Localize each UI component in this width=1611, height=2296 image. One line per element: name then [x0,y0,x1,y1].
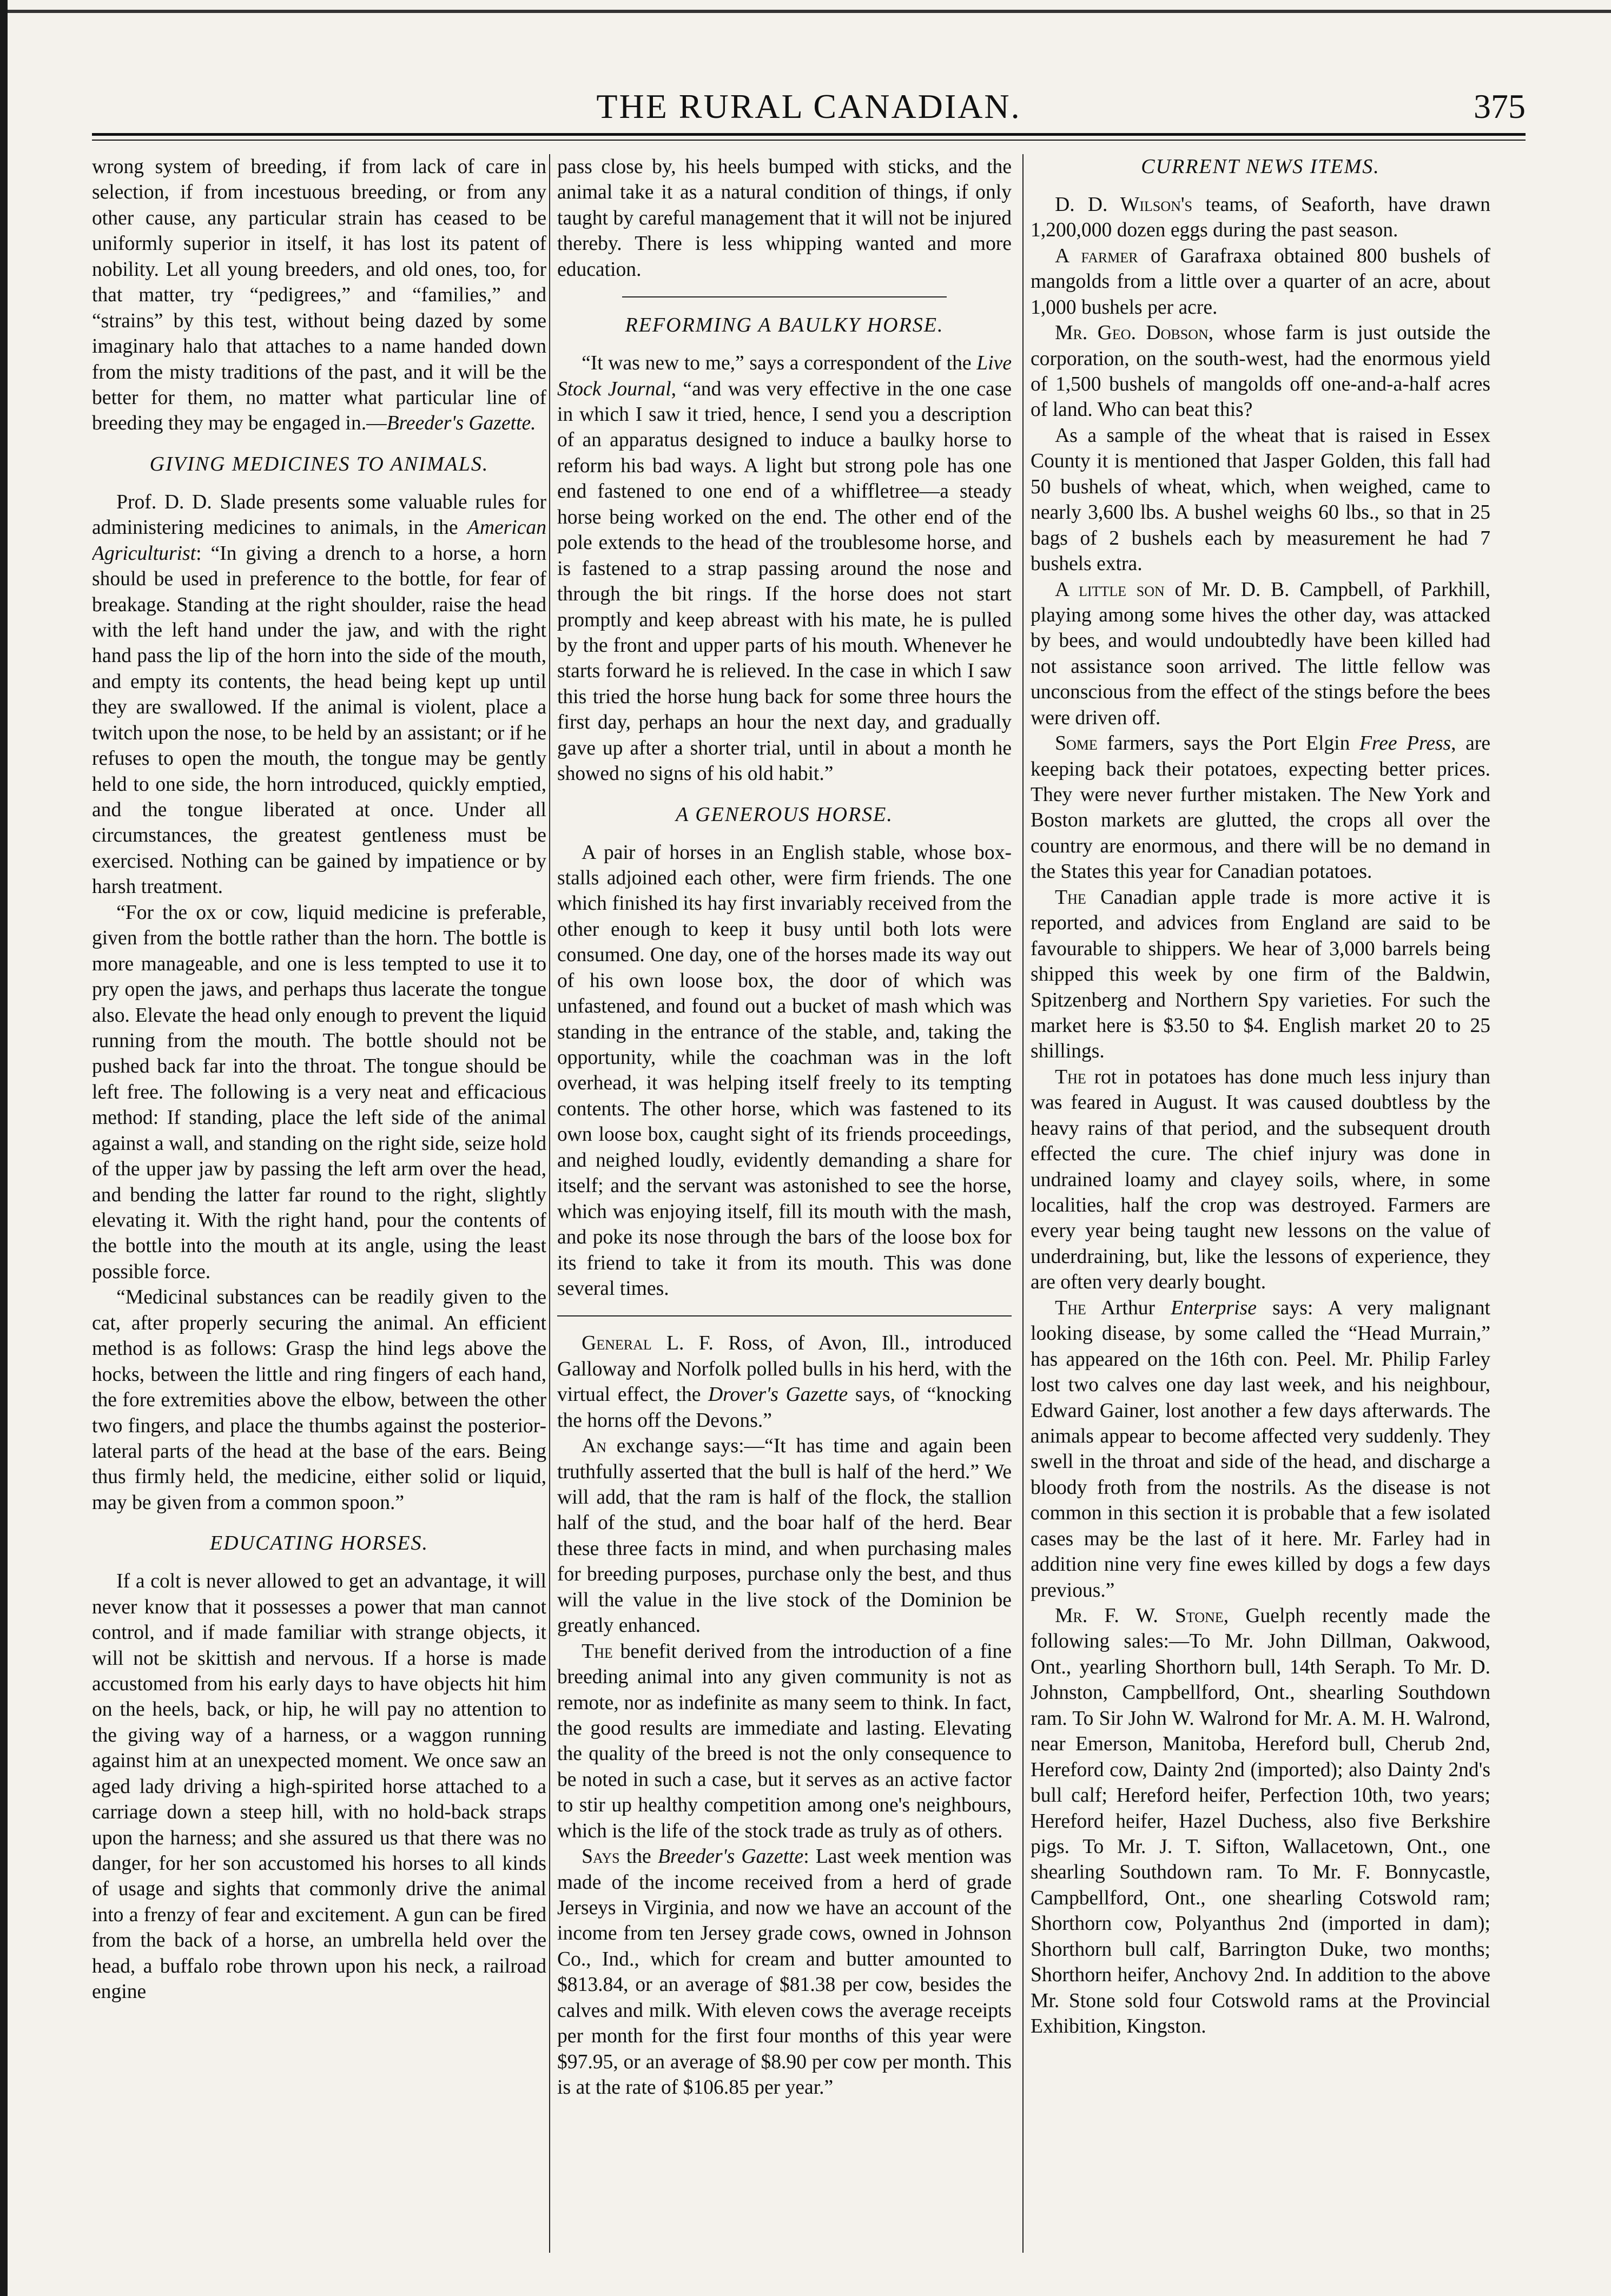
news-item [1031,577,1490,731]
column-3 [1031,154,1490,2253]
paragraph-text: exchange says:—“It has time and again been truthfully asserted that the bull is half of the herd.” We will add, that the ram is half of the flock, the stallion half of the stud, and the boar half of the herd. Bear these three facts in mind, and when purchasing males for breeding purposes, purchase only the best, and thus will the value in the live stock of the Dominion be greatly enhanced. [557,1435,1012,1637]
newspaper-title: THE RURAL CANADIAN. [596,87,1021,125]
article-paragraph [92,489,546,900]
source-citation: Breeder's Gazette. [386,412,536,435]
paragraph-text: says: A very malignant looking disease, by some called the “Head Murrain,” has appeared on the 16th con. Peel. Mr. Philip Farley lost two calves one day last week, and his neighbour, Edward Gainer, lost another a few days afterwards. The animals appear to become affected very suddenly. They swell in the throat and side of the head, and discharge a bloody froth from the nostrils. As the disease is not common in this section it is probable that a few isolated cases may be the last of it here. Mr. Farley had in addition nine very fine ewes killed by dogs a few days previous.” [1031,1296,1490,1602]
source-citation: Drover's Gazette [708,1384,848,1406]
lead-word: The [582,1640,613,1663]
paragraph-text: Arthur [1086,1296,1171,1319]
lead-word: The [1055,1296,1086,1319]
paragraph-text: of Garafraxa obtained 800 bushels of mangolds from a little over a quarter of an acre, about 1,000 bushels per acre. [1031,244,1490,319]
lead-word: The [1055,1066,1086,1088]
article-heading-reforming-baulky-horse: REFORMING A BAULKY HORSE. [625,314,944,337]
news-item [1031,192,1490,243]
source-citation: Enterprise [1171,1296,1257,1319]
column-1 [92,154,546,2253]
article-heading-generous-horse: A GENEROUS HORSE. [676,803,893,826]
section-rule [557,1315,1012,1316]
column-divider [1022,154,1024,2253]
news-item [1031,885,1490,1064]
paragraph-text: farmers, says the Port Elgin [1097,732,1359,755]
article-paragraph [557,1433,1012,1639]
article-paragraph: pass close by, his heels bumped with sticks, and the animal take it as a natural condition of things, if only taught by careful management that it will not be injured thereby. There is less whipping wanted and more education. [557,156,1012,281]
paragraph-text: benefit derived from the introduction of a fine breeding animal into any given community is not as remote, nor as indefinite as many seem to think. In fact, the good results are immediate and lasting. Elevating the quality of the breed is not the only consequence to be noted in such a case, but it serves as an active factor to stir up healthy competition among one's neighbours, which is the life of the stock trade as truly as of others. [557,1640,1012,1842]
article-heading-giving-medicines: GIVING MEDICINES TO ANIMALS. [149,452,489,475]
lead-word: A little son [1055,578,1165,601]
lead-word: D. D. Wilson's [1055,193,1193,216]
page-number: 375 [1474,87,1526,125]
lead-word: Mr. F. W. Stone, [1055,1605,1229,1627]
paragraph-text: whose farm is just outside the corporation, on the south-west, had the enormous yield of 1,500 bushels of mangolds off one-and-a-half acres of land. Who can beat this? [1031,322,1490,421]
article-paragraph: “For the ox or cow, liquid medicine is preferable, given from the bottle rather than the horn. The bottle is more manageable, and one is less tempted to use it to pry open the jaws, and perhaps thus lacerate the tongue also. Elevate the head only enough to prevent the liquid running from the mouth. The bottle should not be pushed back far into the throat. The tongue should be left free. The following is a very neat and efficacious method: If standing, place the left side of the animal against a wall, and standing on the right side, seize hold of the upper jaw by passing the left arm over the head, and bending the latter far round to the right, slightly elevating it. With the right hand, pour the contents of the bottle into the mouth at its angle, using the least possible force. [92,901,546,1283]
news-item [1031,1064,1490,1295]
source-citation: Live Stock Journal [557,352,1012,400]
article-paragraph: “Medicinal substances can be readily given to the cat, after properly securing the animal. An efficient method is as follows: Grasp the hind legs above the hocks, between the little and ring fingers of each hand, the fore extremities above the elbow, between the other two fingers, and place the thumbs against the posterior-lateral parts of the head at the base of the ears. Being thus firmly held, the medicine, either solid or liquid, may be given from a common spoon.” [92,1286,546,1514]
header-rule-thin [92,140,1526,141]
news-item [1031,243,1490,320]
news-item [1031,1603,1490,2039]
paragraph-text: : “In giving a drench to a horse, a horn should be used in preference to the bottle, for fear of breakage. Standing at the right shoulder, raise the head with the left hand under the jaw, and with the right hand pass the lip of the horn into the side of the mouth, and empty its contents, the head being kept up until they are swallowed. If the animal is violent, place a twitch upon the nose, to be held by an assistant; or if he refuses to open the mouth, the tongue may be gently held to one side, the horn introduced, quickly emptied, and the tongue liberated at once. Under all circumstances, the greatest gentleness must be exercised. Nothing can be gained by impatience or by harsh treatment. [92,542,546,898]
lead-word: Some [1055,732,1098,755]
paragraph-text: the [619,1845,658,1868]
paragraph-text: Guelph recently made the following sales:—To Mr. John Dillman, Oakwood, Ont., yearling Shorthorn bull, 14th Seraph. To Mr. D. Johnston, Campbellford, Ont., shearling Southdown ram. To Sir John W. Walrond for Mr. A. M. H. Walrond, near Emerson, Manitoba, Hereford bull, Cherub 2nd, Hereford cow, Dainty 2nd (imported); also Dainty 2nd's bull calf; Hereford heifer, Perfection 10th, two years; Hereford heifer, Hazel Duchess, also five Berkshire pigs. To Mr. J. T. Sifton, Wallacetown, Ont., one shearling Southdown ram. To Mr. F. Bonnycastle, Campbellford, Ont., one shearling Cotswold ram; Shorthorn cow, Polyanthus 2nd (imported in dam); Shorthorn bull calf, Barrington Duke, two months; Shorthorn heifer, Anchovy 2nd. In addition to the above Mr. Stone sold four Cotswold rams at the Provincial Exhibition, Kingston. [1031,1605,1490,2038]
paragraph-text: teams, of Seaforth, have drawn 1,200,000 dozen eggs during the past season. [1031,193,1490,242]
news-item: As a sample of the wheat that is raised in Essex County it is mentioned that Jasper Golden, this fall had 50 bushels of wheat, which, when weighed, came to nearly 3,600 lbs. A bushel weighs 60 lbs., so that in 25 bags of 2 bushels each by measurement he had 7 bushels extra. [1031,424,1490,575]
binding-edge [0,0,8,2296]
news-item [1031,320,1490,423]
paragraph-text: says, of “knocking the horns off the Devons.” [557,1384,1012,1432]
source-citation: American Agriculturist [92,517,546,565]
section-rule [622,296,947,297]
paragraph-text: Canadian apple trade is more active it is reported, and advices from England are said to be favourable to shippers. We hear of 3,000 barrels being shipped this week by one firm of the Baldwin, Spitzenberg and Northern Spy varieties. For such the market here is $3.50 to $4. English market 20 to 25 shillings. [1031,886,1490,1063]
column-2 [557,154,1012,2253]
article-paragraph [557,1331,1012,1433]
paragraph-text: L. F. Ross, of Avon, Ill., introduced Galloway and Norfolk polled bulls in his herd, with the virtual effect, the [557,1332,1012,1406]
lead-word: The [1055,886,1086,909]
page-header [92,87,1526,135]
paragraph-text: , “and was very effective in the one case in which I saw it tried, hence, I send you a description of an apparatus designed to induce a baulky horse to reform his bad ways. A light but strong pole has one end fastened to one end of a whiffletree—a steady horse being worked on the end. The other end of the pole extends to the head of the troublesome horse, and is fastened to a strap passing around the nose and through the bit rings. If the horse does not start promptly and keep abreast with his mate, he is pulled by the front and upper parts of his mouth. Whenever he starts forward he is relieved. In the case in which I saw this tried the horse hung back for some three hours the first day, perhaps an hour the next day, and gradually gave up after a shorter trial, until in about a month he showed no signs of his old habit.” [557,378,1012,785]
lead-word: General [582,1332,652,1355]
article-paragraph [92,154,546,436]
source-citation: Breeder's Gazette [657,1845,804,1868]
paragraph-text: wrong system of breeding, if from lack of care in selection, if from incestuous breeding, or from any other cause, any particular strain has ceased to be uniformly superior in itself, it has lost its patent of nobility. Let all young breeders, and old ones, too, for that matter, try “pedigrees,” and “families,” and “strains” by this test, without being dazed by some imaginary halo that attaches to a name handed down from the misty traditions of the past, and it will be the better for them, no matter what particular line of breeding they may be engaged in.— [92,156,546,435]
lead-word: Says [582,1845,620,1868]
article-paragraph [557,350,1012,786]
paragraph-text: : Last week mention was made of the income received from a herd of grade Jerseys in Virginia, and now we have an account of the income from ten Jersey grade cows, owned in Johnson Co., Ind., which for cream and butter amounted to $813.84, or an average of $81.38 per cow, besides the calves and milk. With eleven cows the average receipts per month for the first four months of this year were $97.95, or an average of $8.90 per cow per month. This is at the rate of $106.85 per year.” [557,1845,1012,2099]
news-item [1031,1295,1490,1603]
lead-word: A farmer [1055,244,1138,267]
top-rule [8,10,1611,13]
lead-word: An [582,1435,607,1458]
column-divider [549,154,550,2253]
paragraph-text: Prof. D. D. Slade presents some valuable rules for administering medicines to animals, in the [92,491,546,539]
article-paragraph: A pair of horses in an English stable, whose box-stalls adjoined each other, were firm friends. The one which finished its hay first invariably received from the other enough to keep it busy until both lots were consumed. One day, one of the horses made its way out of his own loose box, the door of which was unfastened, and found out a bucket of mash which was standing in the entrance of the stable, and, taking the opportunity, while the coachman was in the loft overhead, it was helping itself freely to its tempting contents. The other horse, which was fastened to its own loose box, caught sight of its friends proceedings, and neighed loudly, evidently demanding a share for itself; and the servant was astonished to see the horse, which was enjoying itself, fill its mouth with the mash, and poke its nose through the bars of the loose box for its friend to take it from its mouth. This was done several times. [557,841,1012,1300]
article-heading-current-news: CURRENT NEWS ITEMS. [1141,155,1380,178]
paragraph-text: rot in potatoes has done much less injury than was feared in August. It was caused doubtless by the heavy rains of that period, and the subsequent drouth effected the cure. The chief injury was done in undrained loamy and clayey soils, where, in some localities, half the crop was destroyed. Farmers are every year being taught new lessons on the value of underdraining, but, like the lessons of experience, they are often very dearly bought. [1031,1066,1490,1294]
article-paragraph: If a colt is never allowed to get an advantage, it will never know that it possesses a power that man cannot control, and if made familiar with strange objects, it will not be skittish and nervous. If a horse is made accustomed from his early days to have objects hit him on the heels, back, or hip, he will pay no attention to the giving way of a harness, or a waggon running against him at an unexpected moment. We once saw an aged lady driving a high-spirited horse attached to a carriage down a steep hill, with no hold-back straps upon the harness; and she assured us that there was no danger, for her son accustomed his horses to all kinds of usage and sights that commonly drive the animal into a frenzy of fear and excitement. A gun can be fired from the back of a horse, an umbrella held over the head, a buffalo robe thrown upon his neck, a railroad engine [92,1570,546,2003]
source-citation: Free Press [1359,732,1451,755]
article-heading-educating-horses: EDUCATING HORSES. [209,1532,429,1555]
paragraph-text: of Mr. D. B. Campbell, of Parkhill, playing among some hives the other day, was attacked by bees, and would undoubtedly have been killed had not assistance soon arrived. The little fellow was unconscious from the effect of the stings before the bees were driven off. [1031,578,1490,729]
paragraph-text: , are keeping back their potatoes, expecting better prices. They were never further mistaken. The New York and Boston markets are glutted, the crops all over the country are enormous, and there will be no demand in the States this year for Canadian potatoes. [1031,732,1490,883]
news-item [1031,731,1490,885]
lead-word: Mr. Geo. Dobson, [1055,322,1214,345]
article-paragraph [557,1844,1012,2100]
header-rule-thick [92,133,1526,136]
article-paragraph [557,1639,1012,1844]
paragraph-text: “It was new to me,” says a correspondent of the [582,352,977,375]
